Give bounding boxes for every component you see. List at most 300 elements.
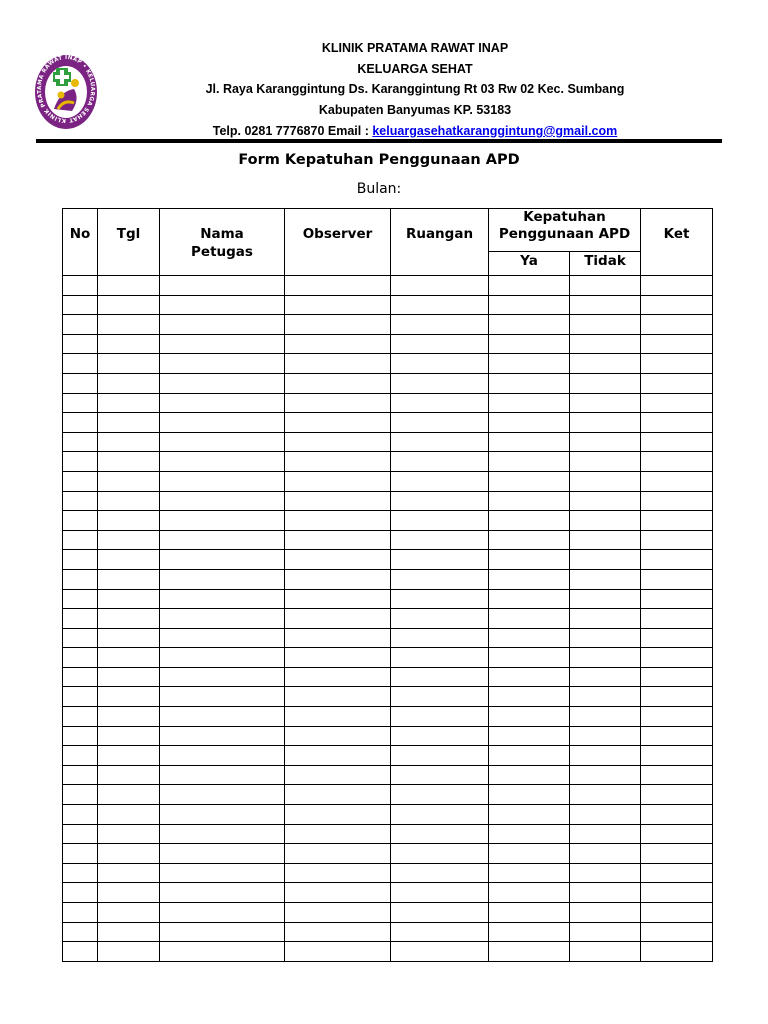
table-cell[interactable]	[63, 667, 98, 687]
table-cell[interactable]	[160, 707, 285, 727]
table-cell[interactable]	[160, 746, 285, 766]
table-cell[interactable]	[570, 687, 641, 707]
table-cell[interactable]	[63, 491, 98, 511]
table-cell[interactable]	[160, 903, 285, 923]
table-row	[63, 824, 713, 844]
header-no: No	[63, 209, 98, 276]
table-cell[interactable]	[570, 883, 641, 903]
table-cell[interactable]	[160, 844, 285, 864]
table-cell[interactable]	[641, 667, 713, 687]
clinic-region: Kabupaten Banyumas KP. 53183	[318, 103, 512, 117]
table-cell[interactable]	[98, 373, 160, 393]
table-cell[interactable]	[160, 824, 285, 844]
table-cell[interactable]	[489, 354, 570, 374]
table-row	[63, 373, 713, 393]
table-cell[interactable]	[285, 354, 391, 374]
table-cell[interactable]	[285, 648, 391, 668]
table-cell[interactable]	[160, 354, 285, 374]
table-cell[interactable]	[98, 491, 160, 511]
table-cell[interactable]	[570, 511, 641, 531]
header-divider	[36, 139, 722, 143]
table-cell[interactable]	[98, 746, 160, 766]
table-cell[interactable]	[641, 726, 713, 746]
table-cell[interactable]	[98, 569, 160, 589]
table-cell[interactable]	[391, 569, 489, 589]
table-cell[interactable]	[391, 530, 489, 550]
table-cell[interactable]	[63, 295, 98, 315]
table-cell[interactable]	[160, 432, 285, 452]
table-cell[interactable]	[98, 393, 160, 413]
table-cell[interactable]	[641, 295, 713, 315]
table-cell[interactable]	[98, 883, 160, 903]
table-cell[interactable]	[63, 334, 98, 354]
table-cell[interactable]	[391, 315, 489, 335]
header-tgl: Tgl	[98, 209, 160, 276]
table-cell[interactable]	[160, 942, 285, 962]
table-cell[interactable]	[489, 471, 570, 491]
table-cell[interactable]	[98, 413, 160, 433]
table-cell[interactable]	[285, 707, 391, 727]
table-cell[interactable]	[63, 530, 98, 550]
table-cell[interactable]	[63, 883, 98, 903]
table-cell[interactable]	[489, 550, 570, 570]
table-cell[interactable]	[641, 785, 713, 805]
table-cell[interactable]	[489, 393, 570, 413]
table-cell[interactable]	[570, 746, 641, 766]
table-cell[interactable]	[98, 530, 160, 550]
table-cell[interactable]	[160, 726, 285, 746]
table-cell[interactable]	[641, 824, 713, 844]
table-cell[interactable]	[63, 707, 98, 727]
table-cell[interactable]	[570, 903, 641, 923]
table-cell[interactable]	[391, 726, 489, 746]
table-cell[interactable]	[160, 863, 285, 883]
table-cell[interactable]	[489, 491, 570, 511]
table-cell[interactable]	[98, 687, 160, 707]
table-cell[interactable]	[489, 452, 570, 472]
table-cell[interactable]	[285, 491, 391, 511]
table-cell[interactable]	[489, 942, 570, 962]
table-cell[interactable]	[391, 667, 489, 687]
table-cell[interactable]	[570, 315, 641, 335]
table-cell[interactable]	[285, 295, 391, 315]
table-cell[interactable]	[160, 765, 285, 785]
table-cell[interactable]	[285, 746, 391, 766]
table-cell[interactable]	[63, 315, 98, 335]
table-cell[interactable]	[63, 648, 98, 668]
email-link[interactable]: keluargasehatkaranggintung@gmail.com	[372, 124, 618, 138]
table-cell[interactable]	[489, 609, 570, 629]
table-cell[interactable]	[489, 765, 570, 785]
table-cell[interactable]	[570, 942, 641, 962]
table-cell[interactable]	[641, 413, 713, 433]
table-cell[interactable]	[98, 295, 160, 315]
table-cell[interactable]	[641, 628, 713, 648]
table-cell[interactable]	[160, 295, 285, 315]
table-cell[interactable]	[391, 628, 489, 648]
table-cell[interactable]	[285, 276, 391, 296]
table-cell[interactable]	[570, 844, 641, 864]
table-cell[interactable]	[489, 687, 570, 707]
table-cell[interactable]	[63, 785, 98, 805]
table-cell[interactable]	[570, 726, 641, 746]
table-cell[interactable]	[489, 667, 570, 687]
table-cell[interactable]	[285, 609, 391, 629]
table-cell[interactable]	[63, 863, 98, 883]
table-cell[interactable]	[641, 609, 713, 629]
table-cell[interactable]	[160, 785, 285, 805]
table-cell[interactable]	[391, 393, 489, 413]
table-cell[interactable]	[63, 569, 98, 589]
table-cell[interactable]	[63, 609, 98, 629]
table-cell[interactable]	[98, 805, 160, 825]
table-cell[interactable]	[160, 805, 285, 825]
table-cell[interactable]	[489, 628, 570, 648]
table-cell[interactable]	[641, 334, 713, 354]
table-cell[interactable]	[285, 334, 391, 354]
table-cell[interactable]	[160, 373, 285, 393]
table-cell[interactable]	[160, 687, 285, 707]
table-cell[interactable]	[489, 883, 570, 903]
table-cell[interactable]	[391, 942, 489, 962]
table-cell[interactable]	[63, 903, 98, 923]
table-cell[interactable]	[63, 413, 98, 433]
table-cell[interactable]	[160, 393, 285, 413]
table-cell[interactable]	[489, 844, 570, 864]
table-cell[interactable]	[570, 471, 641, 491]
table-cell[interactable]	[285, 452, 391, 472]
table-cell[interactable]	[285, 413, 391, 433]
table-cell[interactable]	[641, 687, 713, 707]
table-cell[interactable]	[391, 471, 489, 491]
table-cell[interactable]	[63, 276, 98, 296]
table-cell[interactable]	[98, 922, 160, 942]
table-cell[interactable]	[98, 334, 160, 354]
table-cell[interactable]	[98, 276, 160, 296]
table-cell[interactable]	[391, 863, 489, 883]
table-cell[interactable]	[285, 511, 391, 531]
table-cell[interactable]	[98, 863, 160, 883]
table-cell[interactable]	[98, 354, 160, 374]
table-cell[interactable]	[489, 413, 570, 433]
table-cell[interactable]	[160, 569, 285, 589]
table-cell[interactable]	[570, 373, 641, 393]
table-cell[interactable]	[160, 589, 285, 609]
table-cell[interactable]	[391, 648, 489, 668]
table-cell[interactable]	[570, 530, 641, 550]
table-row	[63, 942, 713, 962]
table-cell[interactable]	[570, 648, 641, 668]
table-cell[interactable]	[391, 334, 489, 354]
table-cell[interactable]	[160, 530, 285, 550]
table-cell[interactable]	[489, 569, 570, 589]
table-cell[interactable]	[489, 824, 570, 844]
table-cell[interactable]	[98, 471, 160, 491]
table-cell[interactable]	[489, 334, 570, 354]
table-cell[interactable]	[98, 844, 160, 864]
table-cell[interactable]	[160, 667, 285, 687]
table-cell[interactable]	[63, 628, 98, 648]
table-cell[interactable]	[285, 844, 391, 864]
table-cell[interactable]	[641, 942, 713, 962]
table-cell[interactable]	[641, 393, 713, 413]
table-cell[interactable]	[570, 432, 641, 452]
table-cell[interactable]	[391, 550, 489, 570]
table-cell[interactable]	[98, 667, 160, 687]
table-cell[interactable]	[285, 922, 391, 942]
table-cell[interactable]	[98, 452, 160, 472]
table-cell[interactable]	[489, 432, 570, 452]
table-cell[interactable]	[285, 628, 391, 648]
table-cell[interactable]	[160, 413, 285, 433]
table-cell[interactable]	[391, 511, 489, 531]
table-cell[interactable]	[285, 530, 391, 550]
table-cell[interactable]	[285, 824, 391, 844]
header-ket: Ket	[641, 209, 713, 276]
table-cell[interactable]	[285, 726, 391, 746]
table-cell[interactable]	[570, 628, 641, 648]
table-cell[interactable]	[570, 276, 641, 296]
table-cell[interactable]	[160, 315, 285, 335]
table-cell[interactable]	[391, 824, 489, 844]
table-cell[interactable]	[489, 276, 570, 296]
table-cell[interactable]	[641, 550, 713, 570]
table-cell[interactable]	[285, 589, 391, 609]
table-cell[interactable]	[641, 746, 713, 766]
table-cell[interactable]	[160, 609, 285, 629]
table-cell[interactable]	[285, 569, 391, 589]
table-cell[interactable]	[641, 883, 713, 903]
table-cell[interactable]	[391, 687, 489, 707]
table-cell[interactable]	[570, 805, 641, 825]
table-cell[interactable]	[641, 589, 713, 609]
table-cell[interactable]	[285, 785, 391, 805]
table-cell[interactable]	[98, 315, 160, 335]
table-cell[interactable]	[285, 765, 391, 785]
table-row	[63, 667, 713, 687]
table-row	[63, 295, 713, 315]
clinic-address: Jl. Raya Karanggintung Ds. Karanggintung Rt 03 Rw 02 Kec. Sumbang	[205, 82, 625, 96]
table-cell[interactable]	[285, 687, 391, 707]
table-cell[interactable]	[489, 707, 570, 727]
table-cell[interactable]	[641, 707, 713, 727]
table-cell[interactable]	[160, 511, 285, 531]
table-cell[interactable]	[285, 863, 391, 883]
table-cell[interactable]	[489, 511, 570, 531]
table-row	[63, 746, 713, 766]
table-cell[interactable]	[641, 765, 713, 785]
table-cell[interactable]	[489, 315, 570, 335]
table-cell[interactable]	[98, 726, 160, 746]
table-cell[interactable]	[391, 785, 489, 805]
table-cell[interactable]	[570, 491, 641, 511]
table-cell[interactable]	[391, 844, 489, 864]
table-cell[interactable]	[489, 903, 570, 923]
table-cell[interactable]	[570, 863, 641, 883]
table-cell[interactable]	[285, 942, 391, 962]
table-cell[interactable]	[391, 883, 489, 903]
table-cell[interactable]	[391, 765, 489, 785]
table-cell[interactable]	[391, 276, 489, 296]
table-cell[interactable]	[98, 903, 160, 923]
table-cell[interactable]	[489, 726, 570, 746]
table-cell[interactable]	[641, 844, 713, 864]
table-cell[interactable]	[63, 354, 98, 374]
clinic-name: KLINIK PRATAMA RAWAT INAP	[321, 41, 509, 55]
table-cell[interactable]	[641, 648, 713, 668]
table-cell[interactable]	[391, 589, 489, 609]
table-cell[interactable]	[98, 589, 160, 609]
table-cell[interactable]	[570, 413, 641, 433]
table-cell[interactable]	[160, 628, 285, 648]
table-cell[interactable]	[391, 491, 489, 511]
table-cell[interactable]	[489, 785, 570, 805]
table-cell[interactable]	[63, 393, 98, 413]
table-cell[interactable]	[489, 589, 570, 609]
table-cell[interactable]	[489, 805, 570, 825]
table-cell[interactable]	[63, 589, 98, 609]
table-cell[interactable]	[570, 824, 641, 844]
table-cell[interactable]	[570, 354, 641, 374]
table-cell[interactable]	[160, 334, 285, 354]
table-cell[interactable]	[391, 609, 489, 629]
header-ya: Ya	[489, 252, 570, 276]
table-cell[interactable]	[641, 452, 713, 472]
table-cell[interactable]	[98, 707, 160, 727]
table-cell[interactable]	[63, 805, 98, 825]
table-cell[interactable]	[285, 471, 391, 491]
table-cell[interactable]	[641, 922, 713, 942]
table-cell[interactable]	[285, 432, 391, 452]
table-cell[interactable]	[570, 922, 641, 942]
table-cell[interactable]	[63, 687, 98, 707]
table-cell[interactable]	[489, 922, 570, 942]
table-cell[interactable]	[489, 863, 570, 883]
table-cell[interactable]	[489, 295, 570, 315]
table-cell[interactable]	[391, 805, 489, 825]
table-cell[interactable]	[641, 530, 713, 550]
table-row	[63, 883, 713, 903]
table-cell[interactable]	[63, 432, 98, 452]
table-cell[interactable]	[160, 648, 285, 668]
table-cell[interactable]	[98, 628, 160, 648]
table-cell[interactable]	[63, 824, 98, 844]
table-row	[63, 903, 713, 923]
table-cell[interactable]	[391, 432, 489, 452]
table-cell[interactable]	[489, 373, 570, 393]
table-cell[interactable]	[98, 942, 160, 962]
table-cell[interactable]	[63, 511, 98, 531]
table-cell[interactable]	[285, 373, 391, 393]
table-cell[interactable]	[570, 569, 641, 589]
table-cell[interactable]	[63, 373, 98, 393]
table-cell[interactable]	[285, 805, 391, 825]
table-cell[interactable]	[63, 726, 98, 746]
table-cell[interactable]	[641, 805, 713, 825]
table-cell[interactable]	[570, 452, 641, 472]
table-cell[interactable]	[160, 471, 285, 491]
table-cell[interactable]	[641, 569, 713, 589]
table-cell[interactable]	[570, 550, 641, 570]
table-cell[interactable]	[63, 471, 98, 491]
table-cell[interactable]	[98, 432, 160, 452]
table-cell[interactable]	[489, 648, 570, 668]
table-cell[interactable]	[285, 550, 391, 570]
table-cell[interactable]	[641, 863, 713, 883]
table-cell[interactable]	[160, 276, 285, 296]
table-cell[interactable]	[98, 785, 160, 805]
table-cell[interactable]	[98, 511, 160, 531]
table-cell[interactable]	[641, 432, 713, 452]
table-cell[interactable]	[63, 746, 98, 766]
table-cell[interactable]	[391, 922, 489, 942]
table-cell[interactable]	[641, 491, 713, 511]
table-cell[interactable]	[98, 550, 160, 570]
table-cell[interactable]	[391, 373, 489, 393]
table-cell[interactable]	[391, 452, 489, 472]
table-cell[interactable]	[489, 530, 570, 550]
table-cell[interactable]	[391, 746, 489, 766]
table-cell[interactable]	[63, 922, 98, 942]
table-cell[interactable]	[285, 667, 391, 687]
table-cell[interactable]	[285, 883, 391, 903]
table-row	[63, 334, 713, 354]
table-cell[interactable]	[641, 903, 713, 923]
table-cell[interactable]	[570, 667, 641, 687]
table-cell[interactable]	[160, 922, 285, 942]
table-cell[interactable]	[570, 765, 641, 785]
table-cell[interactable]	[98, 765, 160, 785]
table-cell[interactable]	[285, 315, 391, 335]
table-row	[63, 315, 713, 335]
table-cell[interactable]	[570, 334, 641, 354]
table-cell[interactable]	[391, 295, 489, 315]
table-cell[interactable]	[489, 746, 570, 766]
table-cell[interactable]	[160, 550, 285, 570]
table-cell[interactable]	[391, 354, 489, 374]
table-cell[interactable]	[641, 276, 713, 296]
table-cell[interactable]	[63, 765, 98, 785]
table-cell[interactable]	[391, 707, 489, 727]
table-cell[interactable]	[160, 452, 285, 472]
table-cell[interactable]	[641, 511, 713, 531]
table-cell[interactable]	[63, 844, 98, 864]
table-cell[interactable]	[641, 354, 713, 374]
table-cell[interactable]	[285, 393, 391, 413]
table-cell[interactable]	[391, 413, 489, 433]
table-cell[interactable]	[391, 903, 489, 923]
table-cell[interactable]	[641, 315, 713, 335]
table-cell[interactable]	[641, 471, 713, 491]
table-cell[interactable]	[641, 373, 713, 393]
table-cell[interactable]	[63, 452, 98, 472]
table-row	[63, 276, 713, 296]
table-cell[interactable]	[285, 903, 391, 923]
table-cell[interactable]	[98, 609, 160, 629]
table-cell[interactable]	[570, 393, 641, 413]
table-cell[interactable]	[160, 883, 285, 903]
table-cell[interactable]	[160, 491, 285, 511]
table-cell[interactable]	[570, 609, 641, 629]
table-cell[interactable]	[570, 707, 641, 727]
table-cell[interactable]	[98, 824, 160, 844]
table-cell[interactable]	[570, 295, 641, 315]
table-cell[interactable]	[63, 942, 98, 962]
table-cell[interactable]	[570, 589, 641, 609]
table-cell[interactable]	[570, 785, 641, 805]
table-cell[interactable]	[63, 550, 98, 570]
table-cell[interactable]	[98, 648, 160, 668]
